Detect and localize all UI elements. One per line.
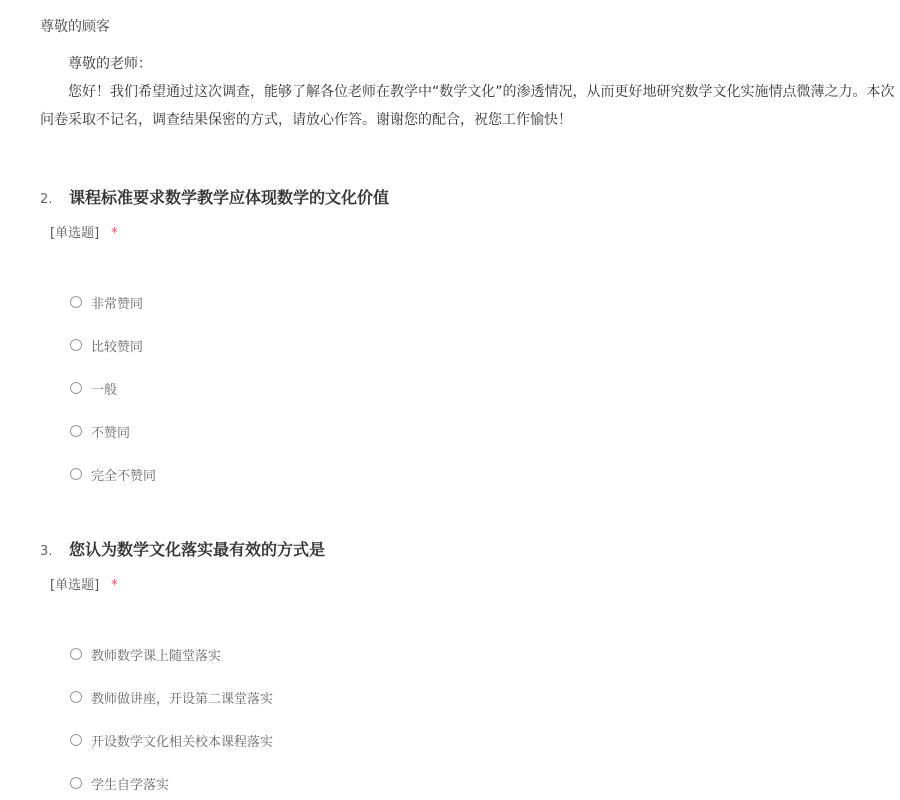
question-title (40, 185, 389, 208)
intro-body: 您好！我们希望通过这次调查，能够了解各位老师在教学中“数学文化”的渗透情况，从而更好地研究数学文化实施情点微薄之力。本次问卷采取不记名，调查结果保密的方式，请放心作答。谢谢您的配合，祝您工作愉快！ (40, 84, 895, 128)
question-type-label: [单选题] (50, 226, 100, 241)
greeting-text: 尊敬的顾客 (40, 19, 110, 35)
option-q2-4[interactable] (70, 421, 130, 441)
option-q3-1[interactable] (70, 644, 221, 664)
radio-button-icon[interactable] (70, 648, 82, 660)
option-q2-3[interactable] (70, 378, 117, 398)
question-type (50, 574, 118, 593)
question-number: 2. (40, 192, 53, 207)
radio-button-icon[interactable] (70, 382, 82, 394)
option-q2-2[interactable] (70, 335, 143, 355)
option-q3-3[interactable] (70, 730, 273, 750)
option-q2-1[interactable] (70, 292, 143, 312)
radio-button-icon[interactable] (70, 468, 82, 480)
radio-button-icon[interactable] (70, 339, 82, 351)
radio-button-icon[interactable] (70, 777, 82, 789)
required-asterisk: * (111, 226, 118, 241)
option-label: 完全不赞同 (91, 468, 157, 484)
question-number: 3. (40, 544, 53, 559)
question-title (40, 537, 325, 560)
intro-text (40, 50, 900, 134)
option-label: 不赞同 (91, 425, 131, 441)
option-label: 教师数学课上随堂落实 (91, 648, 222, 664)
question-type (50, 222, 118, 241)
option-q3-4[interactable] (70, 773, 169, 793)
radio-button-icon[interactable] (70, 691, 82, 703)
question-text: 课程标准要求数学教学应体现数学的文化价值 (69, 188, 390, 207)
option-label: 非常赞同 (91, 296, 144, 312)
option-label: 教师做讲座，开设第二课堂落实 (91, 691, 274, 707)
intro-salutation: 尊敬的老师： (68, 56, 152, 72)
radio-button-icon[interactable] (70, 296, 82, 308)
option-label: 开设数学文化相关校本课程落实 (91, 734, 274, 750)
option-label: 学生自学落实 (91, 777, 170, 793)
radio-button-icon[interactable] (70, 425, 82, 437)
option-label: 比较赞同 (91, 339, 144, 355)
option-q3-2[interactable] (70, 687, 273, 707)
option-label: 一般 (91, 382, 118, 398)
question-type-label: [单选题] (50, 578, 100, 593)
required-asterisk: * (111, 578, 118, 593)
question-text: 您认为数学文化落实最有效的方式是 (69, 540, 326, 559)
option-q2-5[interactable] (70, 464, 156, 484)
radio-button-icon[interactable] (70, 734, 82, 746)
